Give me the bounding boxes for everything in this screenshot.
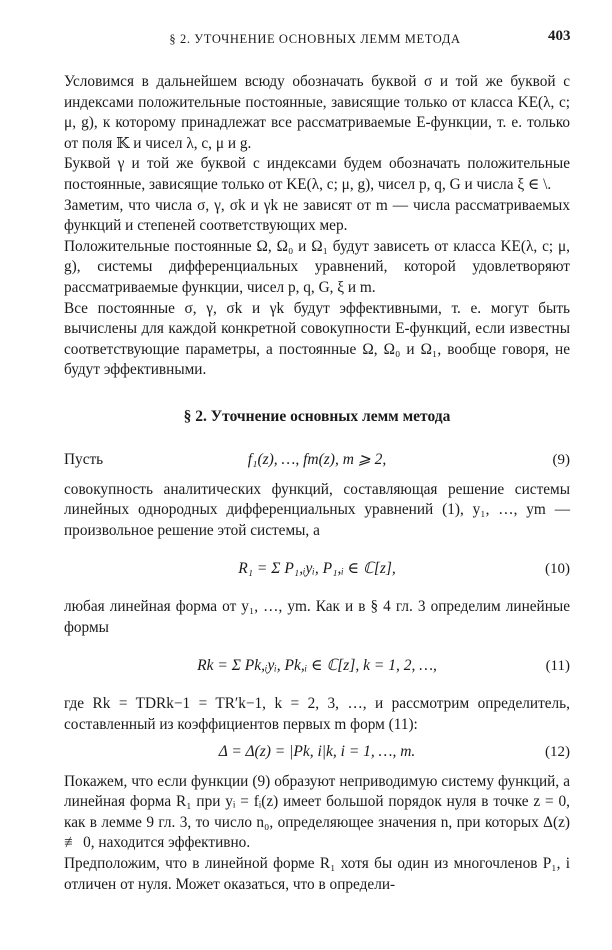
paragraph-remark-independence: Заметим, что числа σ, γ, σk и γk не зависят от m — числа рассматриваемых функций и степеней соответствующих мер. — [64, 196, 570, 235]
equation-12: Δ = Δ(z) = |Pk, i|k, i = 1, …, m. — [218, 742, 416, 760]
page-body — [64, 72, 570, 895]
running-title: § 2. УТОЧНЕНИЕ ОСНОВНЫХ ЛЕММ МЕТОДА — [169, 32, 461, 46]
paragraph-constants-gamma: Буквой γ и той же буквой с индексами будем обозначать положительные постоянные, зависящие только от KE(λ, c; μ, g), чисел p, q, G и числа ξ ∈ \. — [64, 155, 570, 193]
equation-number-11: (11) — [545, 658, 570, 675]
paragraph-suppose: Предположим, что в линейной форме R₁ хотя бы один из многочленов P₁, i отличен от нуля. Может оказаться, что в определи- — [64, 855, 570, 893]
paragraph-constants-sigma: Условимся в дальнейшем всюду обозначать буквой σ и той же буквой с индексами положительные постоянные, зависящие только от класса KE(λ, c; μ, g), к которому принадлежат все рассматриваемые Е-функции, т. е. только от поля 𝕂 и чисел λ, c, μ и g. — [64, 73, 570, 152]
equation-12-line — [64, 742, 570, 766]
section-heading: § 2. Уточнение основных лемм метода — [183, 407, 451, 425]
equation-9-line — [64, 450, 570, 474]
equation-10: R₁ = Σ P₁,ᵢyᵢ, P₁,ᵢ ∈ ℂ[z], — [238, 560, 396, 578]
paragraph-show-effective: Покажем, что если функции (9) образуют неприводимую систему функций, а линейная форма R₁ при yᵢ = fᵢ(z) имеет большой порядок нуля в точке z = 0, как в лемме 9 гл. 3, то число n₀, определяющее значения n, при которых Δ(z) ≢ 0, находится эффективно. — [64, 772, 570, 852]
paragraph-analytic-functions: совокупность аналитических функций, составляющая решение системы линейных однородных дифференциальных уравнений (1), y₁, …, ym — произвольное решение этой системы, а — [64, 480, 570, 539]
equation-number-9: (9) — [552, 451, 570, 468]
equation-11-line — [64, 644, 570, 688]
paragraph-constants-omega: Положительные постоянные Ω, Ω₀ и Ω₁ будут зависеть от класса KE(λ, c; μ, g), системы дифференциальных уравнений, которой удовлетворяют рассматриваемые функции, чисел p, q, G, ξ и m. — [64, 237, 570, 296]
lead-word: Пусть — [64, 450, 104, 468]
paragraph-linear-form: любая линейная форма от y₁, …, ym. Как и в § 4 гл. 3 определим линейные формы — [64, 598, 570, 636]
equation-number-12: (12) — [545, 743, 570, 760]
equation-9: f₁(z), …, fm(z), m ⩾ 2, — [247, 450, 387, 468]
equation-number-10: (10) — [545, 561, 570, 578]
paragraph-determinant: где Rk = TDRk−1 = TR′k−1, k = 2, 3, …, и рассмотрим определитель, составленный из коэффициентов первых m форм (11): — [64, 695, 570, 734]
equation-10-line — [64, 547, 570, 591]
page-number: 403 — [548, 28, 571, 44]
equation-11: Rk = Σ Pk,ᵢyᵢ, Pk,ᵢ ∈ ℂ[z], k = 1, 2, …, — [197, 657, 437, 675]
paragraph-effectiveness: Все постоянные σ, γ, σk и γk будут эффективными, т. е. могут быть вычислены для каждой конкретной совокупности Е-функций, если известны соответствующие параметры, а постоянные Ω, Ω₀ и Ω₁, вообще говоря, не будут эффективными. — [64, 299, 570, 379]
